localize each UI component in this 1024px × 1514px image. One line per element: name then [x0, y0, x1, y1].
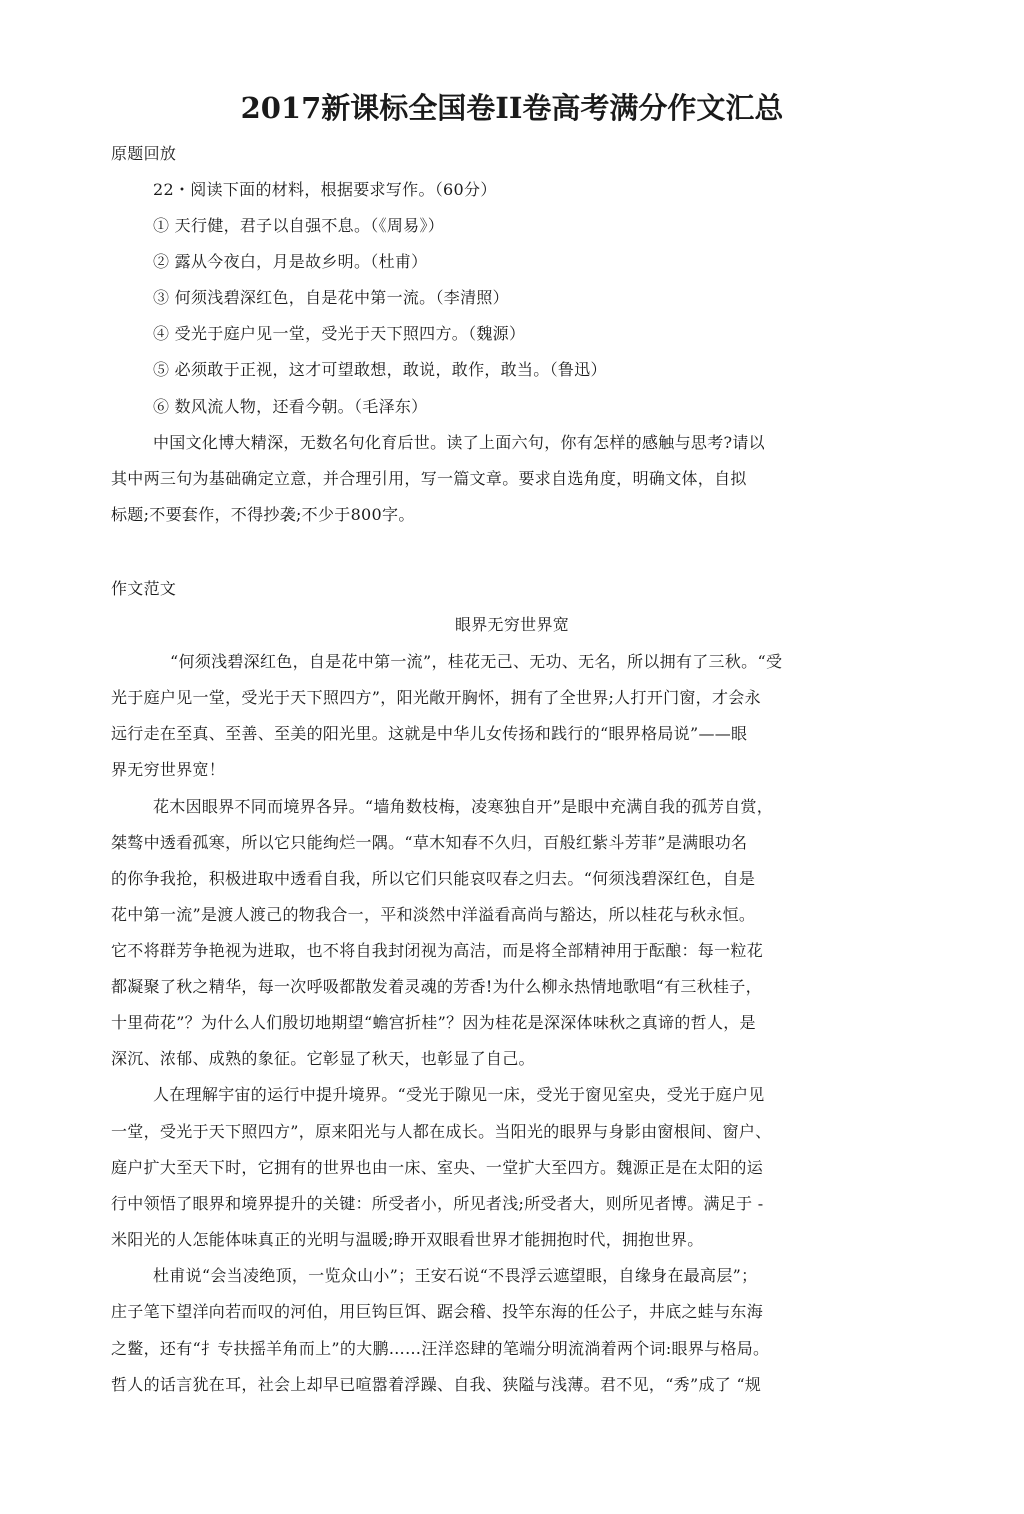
section-heading-sample: 作文范文	[111, 579, 177, 598]
quote-item-3: ③ 何须浅碧深红色，自是花中第一流。（李清照）	[153, 288, 509, 307]
essay-line: 深沉、浓郁、成熟的象征。它彰显了秋天，也彰显了自己。	[111, 1049, 535, 1068]
essay-line: 庭户扩大至天下时，它拥有的世界也由一床、室央、一堂扩大至四方。魏源正是在太阳的运	[111, 1158, 764, 1177]
quote-item-6: ⑥ 数风流人物，还看今朝。（毛泽东）	[153, 397, 428, 416]
essay-line: 庄子笔下望洋向若而叹的河伯，用巨钩巨饵、踞会稽、投竿东海的任公子，井底之蛙与东海	[111, 1302, 764, 1321]
essay-line: 行中领悟了眼界和境界提升的关键：所受者小，所见者浅;所受者大，则所见者博。满足于 -	[111, 1194, 764, 1213]
essay-title: 眼界无穷世界宽	[454, 615, 570, 634]
essay-line: 光于庭户见一堂，受光于天下照四方”，阳光敞开胸怀，拥有了全世界;人打开门窗，才会永	[111, 688, 761, 707]
essay-line: 十里荷花”？为什么人们殷切地期望“蟾宫折桂”？因为桂花是深深体味秋之真谛的哲人，是	[111, 1013, 756, 1032]
document-title: 2017新课标全国卷II卷高考满分作文汇总	[240, 91, 784, 125]
instruction-line: 中国文化博大精深，无数名句化育后世。读了上面六句，你有怎样的感触与思考?请以	[153, 433, 765, 452]
essay-line: 都凝聚了秋之精华，每一次呼吸都散发着灵魂的芳香!为什么柳永热情地歌唱“有三秋桂子，	[111, 977, 762, 996]
essay-line: 一堂，受光于天下照四方”，原来阳光与人都在成长。当阳光的眼界与身影由窗根间、窗户、	[111, 1122, 772, 1141]
essay-line: 的你争我抢，积极进取中透看自我，所以它们只能哀叹春之归去。“何须浅碧深红色，自是	[111, 869, 756, 888]
essay-line: 桀骜中透看孤寒，所以它只能绚烂一隅。“草木知春不久归，百般红紫斗芳菲”是满眼功名	[111, 833, 748, 852]
essay-line: “何须浅碧深红色，自是花中第一流”，桂花无己、无功、无名，所以拥有了三秋。“受	[170, 652, 783, 671]
essay-line: 之鳖，还有“扌专扶摇羊角而上”的大鹏……汪洋恣肆的笔端分明流淌着两个词:眼界与格局。	[111, 1339, 770, 1358]
essay-line: 米阳光的人怎能体味真正的光明与温暖;睁开双眼看世界才能拥抱时代，拥抱世界。	[111, 1230, 704, 1249]
quote-item-5: ⑤ 必须敢于正视，这才可望敢想，敢说，敢作，敢当。（鲁迅）	[153, 360, 607, 379]
essay-line: 人在理解宇宙的运行中提升境界。“受光于隙见一床，受光于窗见室央，受光于庭户见	[153, 1085, 765, 1104]
essay-line: 它不将群芳争艳视为进取，也不将自我封闭视为高洁，而是将全部精神用于酝酿：每一粒花	[111, 941, 764, 960]
essay-line: 花木因眼界不同而境界各异。“墙角数枝梅，凌寒独自开”是眼中充满自我的孤芳自赏，	[153, 797, 774, 816]
essay-line: 哲人的话言犹在耳，社会上却早已喧嚣着浮躁、自我、狭隘与浅薄。君不见，“秀”成了 “规	[111, 1375, 762, 1394]
section-heading-original: 原题回放	[111, 144, 177, 163]
essay-line: 远行走在至真、至善、至美的阳光里。这就是中华儿女传扬和践行的“眼界格局说”——眼	[111, 724, 748, 743]
essay-line: 杜甫说“会当凌绝顶，一览众山小”；王安石说“不畏浮云遮望眼，自缘身在最高层”；	[153, 1266, 758, 1285]
instruction-line: 标题;不要套作，不得抄袭;不少于800字。	[111, 505, 415, 524]
quote-item-2: ② 露从今夜白，月是故乡明。（杜甫）	[153, 252, 428, 271]
quote-item-1: ① 天行健，君子以自强不息。（《周易》）	[153, 216, 445, 235]
essay-line: 界无穷世界宽！	[111, 760, 226, 779]
question-stem: 22・阅读下面的材料，根据要求写作。（60分）	[153, 180, 497, 199]
essay-line: 花中第一流”是渡人渡己的物我合一，平和淡然中洋溢看高尚与豁达，所以桂花与秋永恒。	[111, 905, 756, 924]
quote-item-4: ④ 受光于庭户见一堂，受光于天下照四方。（魏源）	[153, 324, 526, 343]
instruction-line: 其中两三句为基础确定立意，并合理引用，写一篇文章。要求自选角度，明确文体，自拟	[111, 469, 747, 488]
